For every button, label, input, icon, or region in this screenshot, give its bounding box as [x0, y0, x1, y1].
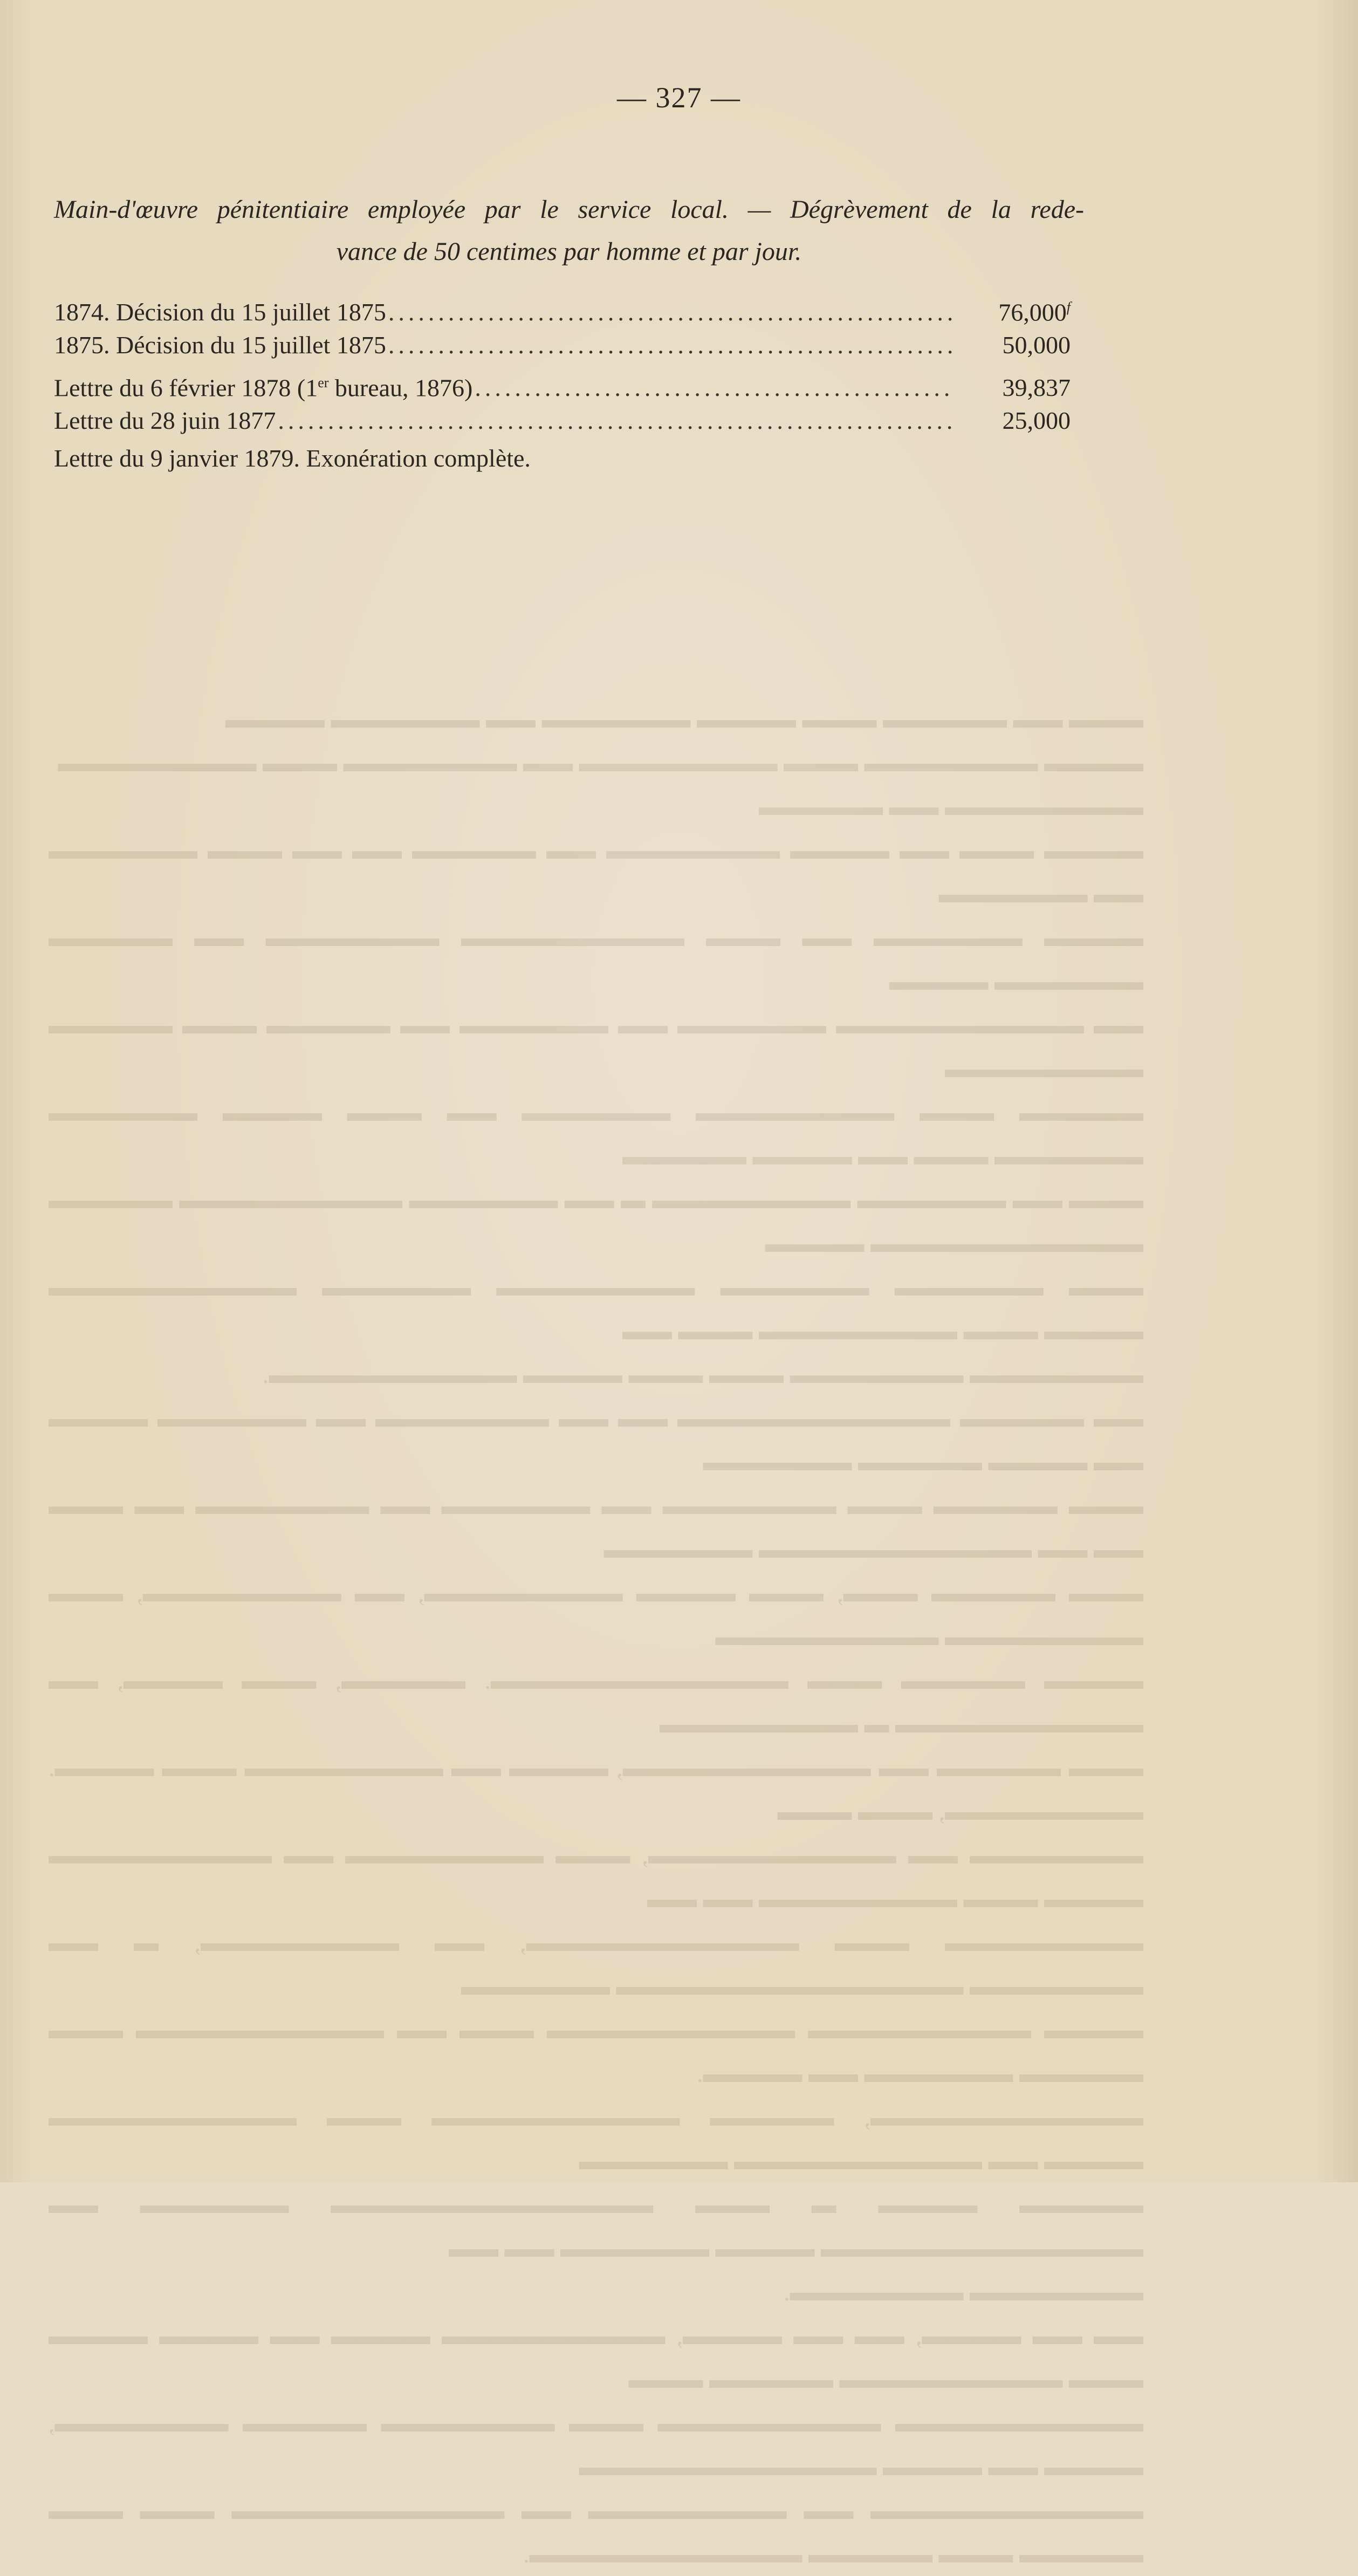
amount-value: 76,000: [998, 298, 1067, 326]
section-title: [54, 189, 1084, 273]
entry-label-pre: Lettre du 6 février 1878 (1: [54, 374, 318, 402]
dot-leader: [388, 293, 955, 331]
entry-1875: [54, 326, 1071, 364]
entry-label: [54, 364, 472, 407]
amount-value: 39,837: [1002, 374, 1071, 402]
section-title-line-2: vance de 50 centimes par homme et par jour.: [336, 237, 802, 266]
dot-leader: [278, 402, 955, 440]
entry-label: Lettre du 9 janvier 1879. Exonération complète.: [54, 444, 531, 472]
entry-amount: [960, 369, 1071, 407]
dot-leader: [475, 369, 955, 407]
entry-1874: [54, 289, 1071, 326]
entry-label: 1874. Décision du 15 juillet 1875: [54, 298, 386, 326]
section-title-line-1: Main-d'œuvre pénitentiaire employée par le service local. — Dégrèvement de la rede-: [54, 195, 1084, 224]
entry-amount: [960, 402, 1071, 440]
bleed-through-texture: ▬▬▬▬▬ ▬▬▬▬ ▬ ▬▬▬ ▬▬▬▬▬▬▬▬▬▬▬▬▬ ▬▬▬▬▬▬ ▬▬ ▬▬▬▬▬▬▬▬▬▬▬▬▬ ▬▬▬▬ ▬▬▬▬▬▬ ▬▬ ▬▬ ▬▬▬▬▬▬▬ ▬▬▬▬▬▬▬. ▬▬ ▬▬ ▬▬▬▬, ▬▬ ▬▬ ▬▬▬▬, ▬▬▬▬▬▬▬▬▬ ▬▬▬▬ ▬▬ ▬▬▬▬ ▬▬▬▬ ▬▬▬ ▬▬▬▬▬▬▬▬▬ ▬▬▬▬▬ ▬▬▬ ▬▬▬▬▬▬▬▬▬▬ ▬▬▬▬▬▬▬▬▬ ▬▬▬ ▬▬▬▬▬▬▬ ▬▬▬▬▬ ▬▬▬▬▬▬▬, ▬▬▬▬ ▬▬ ▬▬▬▬ ▬▬▬▬▬▬▬▬▬▬▬▬ ▬▬▬▬▬▬▬▬▬▬▬ ▬▬ ▬▬▬▬▬▬▬▬ ▬▬ ▬▬▬▬▬▬▬▬▬▬▬ ▬▬▬ ▬▬▬ ▬▬▬▬▬ ▬▬▬ ▬▬▬▬▬ ▬▬▬▬▬▬▬▬▬▬▬.: [49, 2191, 1143, 2568]
amount-value: 25,000: [1002, 407, 1071, 434]
entries-list: [54, 289, 1071, 477]
amount-unit: f: [1066, 299, 1071, 315]
entry-label-post: bureau, 1876): [328, 374, 473, 402]
entry-label-sup: er: [318, 375, 329, 390]
entry-lettre-1879: [54, 440, 1071, 477]
entry-lettre-1877: [54, 402, 1071, 440]
entry-amount: [960, 326, 1071, 364]
entry-amount: [960, 289, 1071, 331]
page-number: — 327 —: [617, 81, 741, 114]
amount-value: 50,000: [1002, 331, 1071, 359]
dot-leader: [388, 326, 955, 364]
entry-lettre-1878: [54, 364, 1071, 402]
entry-label: Lettre du 28 juin 1877: [54, 407, 276, 434]
entry-label: 1875. Décision du 15 juillet 1875: [54, 331, 386, 359]
